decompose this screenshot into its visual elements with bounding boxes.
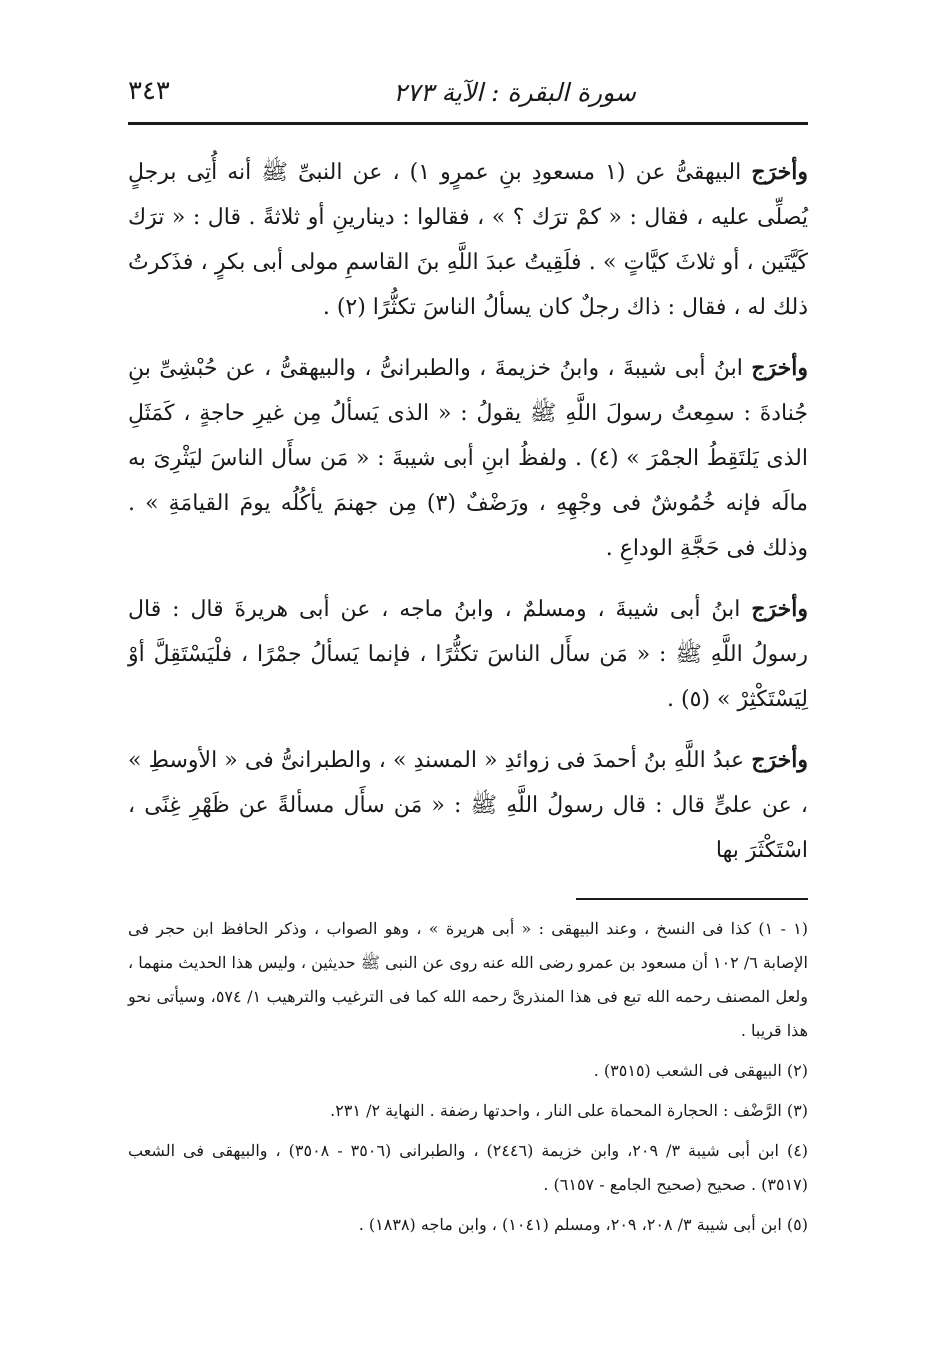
paragraph-2 bbox=[128, 346, 808, 571]
footnote-3: (٣) الرَّضْف : الحجارة المحماة على النار ، واحدتها رضفة . النهاية ٢/ ٢٣١. bbox=[330, 1101, 808, 1120]
footnote-5: (٥) ابن أبى شيبة ٣/ ٢٠٨، ٢٠٩، ومسلم (١٠٤١) ، وابن ماجه (١٨٣٨) . bbox=[358, 1215, 808, 1234]
paragraph-text: عبدُ اللَّهِ بنُ أحمدَ فى زوائدِ « المسندِ » ، والطبرانىُّ فى « الأوسطِ » ، عن علىٍّ قال : قال رسولُ اللَّهِ ﷺ : « مَن سأَل مسألةً عن ظَهْرِ غِنًى ، اسْتَكْثَرَ بها bbox=[128, 748, 808, 863]
footnote-divider bbox=[576, 898, 808, 900]
main-text bbox=[128, 150, 808, 889]
paragraph-lead: وأخرَج bbox=[751, 747, 808, 773]
footnotes bbox=[128, 912, 808, 1248]
running-title: سورة البقرة : الآية ٢٧٣ bbox=[393, 78, 636, 107]
paragraph-text: ابنُ أبى شيبةَ ، ومسلمٌ ، وابنُ ماجه ، عن أبى هريرةَ قال : قال رسولُ اللَّهِ ﷺ : « مَن سأَل الناسَ تكثُّرًا ، فإنما يَسألُ جمْرًا ، فلْيَسْتَقِلَّ أوْ لِيَسْتَكْثِرْ » (٥) . bbox=[128, 597, 808, 712]
footnote-1: (١ - ١) كذا فى النسخ ، وعند البيهقى : « أبى هريرة » ، وهو الصواب ، وذكر الحافظ ابن حجر فى الإصابة ٦/ ١٠٢ أن مسعود بن عمرو رضى الله عنه روى عن النبى ﷺ حديثين ، وليس هذا الحديث منهما ، ولعل المصنف رحمه الله تبع فى هذا المنذرىَّ رحمه الله كما فى الترغيب والترهيب ١/ ٥٧٤، وسيأتى نحو هذا قريبا . bbox=[128, 919, 808, 1040]
page-number: ٣٤٣ bbox=[128, 76, 170, 106]
paragraph-lead: وأخرَج bbox=[751, 355, 808, 381]
paragraph-4 bbox=[128, 738, 808, 873]
paragraph-text: ابنُ أبى شيبةَ ، وابنُ خزيمةَ ، والطبرانىُّ ، والبيهقىُّ ، عن حُبْشِىِّ بنِ جُنادةَ : سمِعتُ رسولَ اللَّهِ ﷺ يقولُ : « الذى يَسألُ مِن غيرِ حاجةٍ ، كَمَثَلِ الذى يَلتَقِطُ الجمْرَ » (٤) . ولفظُ ابنِ أبى شيبةَ : « مَن سأَل الناسَ ليَثْرِىَ به مالَه فإنه خُمُوشٌ فى وجْهِهِ ، ورَضْفٌ (٣) مِن جهنمَ يأكُلُه يومَ القيامَةِ » . وذلك فى حَجَّةِ الوداعِ . bbox=[128, 356, 809, 561]
footnote-2: (٢) البيهقى فى الشعب (٣٥١٥) . bbox=[593, 1061, 808, 1080]
page-header bbox=[128, 72, 808, 112]
paragraph-1 bbox=[128, 150, 808, 330]
paragraph-lead: وأخرَج bbox=[751, 596, 808, 622]
paragraph-lead: وأخرَج bbox=[751, 159, 809, 185]
paragraph-text: البيهقىُّ عن (١ مسعودِ بنِ عمرٍو ١) ، عن النبىِّ ﷺ أنه أُتِى برجلٍ يُصلِّى عليه ، فقال : « كمْ ترَك ؟ » ، فقالوا : دينارينِ أو ثلاثةً . قال : « ترَك كَيَّتَين ، أو ثلاثَ كيَّاتٍ » . فلَقِيتُ عبدَ اللَّهِ بنَ القاسمِ مولى أبى بكرٍ ، فذَكرتُ ذلك له ، فقال : ذاك رجلٌ كان يسألُ الناسَ تكثُّرًا (٢) . bbox=[128, 160, 808, 320]
paragraph-3 bbox=[128, 587, 808, 722]
header-divider bbox=[128, 122, 808, 125]
footnote-4: (٤) ابن أبى شيبة ٣/ ٢٠٩، وابن خزيمة (٢٤٤٦) ، والطبرانى (٣٥٠٦ - ٣٥٠٨) ، والبيهقى فى الشعب (٣٥١٧) . صحيح (صحيح الجامع - ٦١٥٧) . bbox=[128, 1141, 809, 1194]
